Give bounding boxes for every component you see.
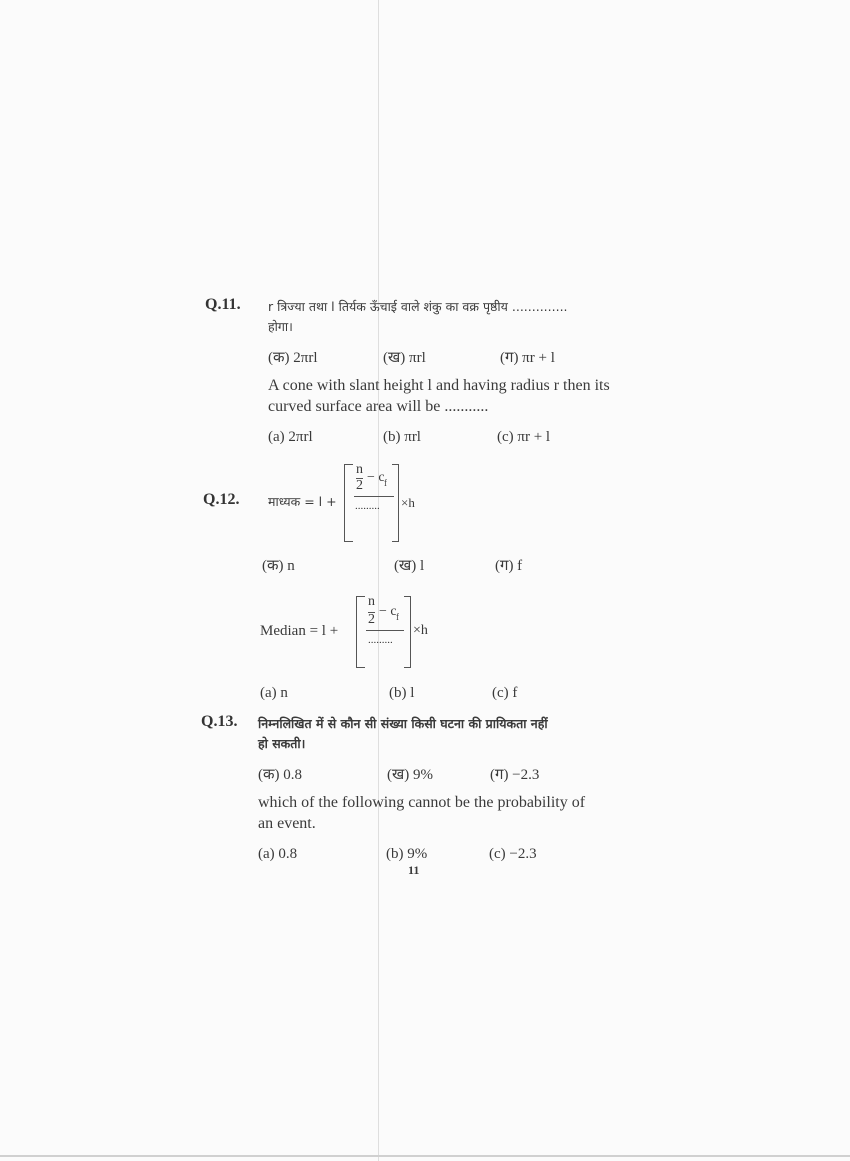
formula-prefix: Median = l + — [260, 623, 339, 639]
right-bracket — [404, 596, 411, 668]
left-bracket — [344, 464, 353, 542]
q11-english-line-1: A cone with slant height l and having radius r then its — [268, 377, 610, 394]
denominator: ......... — [368, 634, 393, 646]
q13-hindi-line-2: हो सकती। — [258, 736, 306, 751]
numerator-cf: − c — [379, 604, 397, 619]
q11-hindi-option-a: (क) 2πrl — [268, 350, 318, 366]
formula-prefix: माध्यक = l + — [268, 494, 337, 509]
right-bracket — [392, 464, 399, 542]
q13-hindi-option-a: (क) 0.8 — [258, 767, 303, 783]
denominator: ......... — [355, 500, 380, 512]
q13-english-option-a: (a) 0.8 — [258, 846, 298, 862]
q13-english-line-2: an event. — [258, 815, 316, 832]
formula-suffix: ×h — [401, 495, 415, 510]
q11-english-option-c: (c) πr + l — [497, 429, 551, 445]
q11-hindi-option-b: (ख) πrl — [383, 350, 426, 366]
left-bracket — [356, 596, 365, 668]
fraction-bar — [354, 496, 394, 497]
question-11-label: Q.11. — [205, 296, 241, 313]
question-13-label: Q.13. — [201, 713, 238, 730]
q11-hindi-line-2: होगा। — [268, 319, 293, 334]
numerator-n: n — [368, 594, 375, 609]
q11-english-option-b: (b) πrl — [383, 429, 421, 445]
q12-english-option-b: (b) l — [389, 685, 415, 701]
numerator-2: 2 — [356, 478, 363, 493]
q12-hindi-option-b: (ख) l — [394, 558, 425, 574]
q11-english-line-2: curved surface area will be ........... — [268, 398, 489, 415]
q13-english-option-b: (b) 9% — [386, 846, 428, 862]
numerator-n: n — [356, 462, 363, 477]
q11-english-option-a: (a) 2πrl — [268, 429, 313, 445]
q13-english-line-1: which of the following cannot be the probability of — [258, 794, 586, 811]
numerator-2: 2 — [368, 612, 375, 627]
q12-hindi-option-c: (ग) f — [495, 558, 523, 574]
q13-hindi-line-1: निम्नलिखित में से कौन सी संख्या किसी घटना की प्रायिकता नहीं — [258, 716, 548, 731]
numerator-cf: − c — [367, 470, 385, 485]
formula-suffix: ×h — [413, 623, 428, 638]
subscript-f: f — [396, 612, 399, 622]
q13-hindi-option-c: (ग) −2.3 — [490, 767, 540, 783]
q11-hindi-line-1: r त्रिज्या तथा l तिर्यक ऊँचाई वाले शंकु का वक्र पृष्ठीय .............. — [268, 299, 568, 314]
subscript-f: f — [384, 478, 387, 488]
q12-english-option-a: (a) n — [260, 685, 288, 701]
q12-english-option-c: (c) f — [492, 685, 518, 701]
page-bottom-edge — [0, 1155, 850, 1157]
q13-hindi-option-b: (ख) 9% — [387, 767, 434, 783]
q12-hindi-option-a: (क) n — [262, 558, 295, 574]
page-fold-line — [378, 0, 379, 1161]
q11-hindi-option-c: (ग) πr + l — [500, 350, 555, 366]
fraction-bar — [366, 630, 404, 631]
page-number: 11 — [408, 863, 420, 877]
question-12-label: Q.12. — [203, 491, 240, 508]
q13-english-option-c: (c) −2.3 — [489, 846, 537, 862]
